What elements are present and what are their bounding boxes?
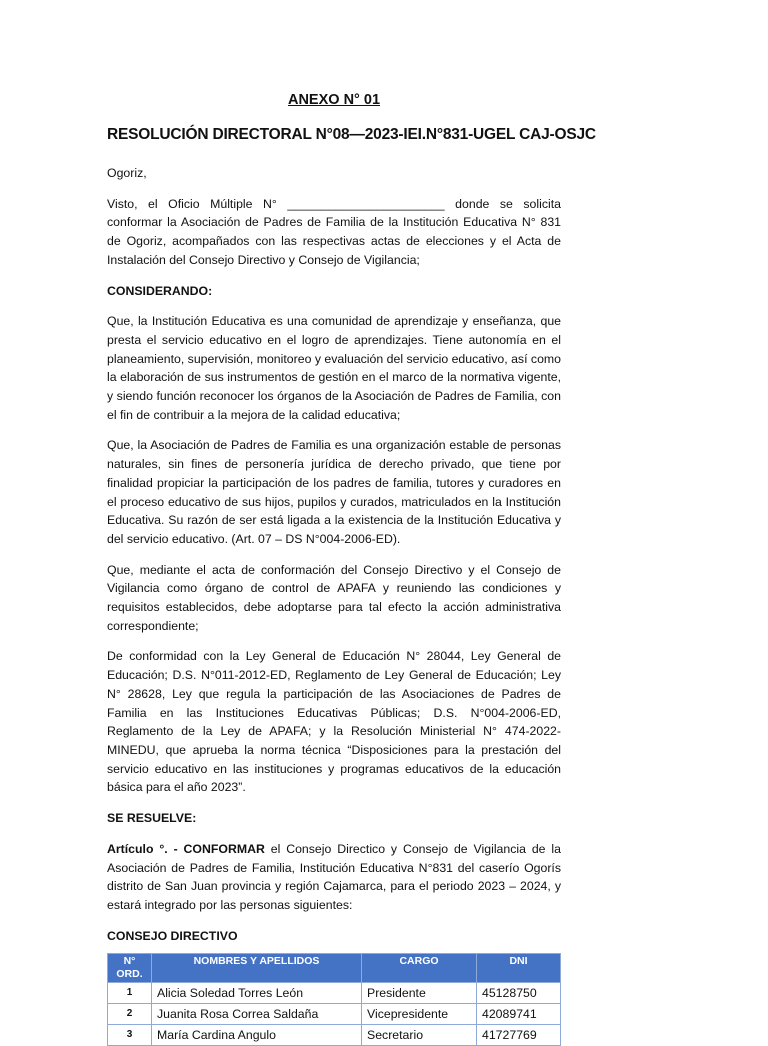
row-position: Presidente [362, 983, 477, 1004]
considerando-heading: CONSIDERANDO: [107, 283, 213, 298]
visto-paragraph [107, 195, 561, 270]
row-dni: 42089741 [477, 1004, 561, 1025]
row-dni: 41727769 [477, 1025, 561, 1046]
article-text: el Consejo Directico y Consejo de Vigilancia de la Asociación de Padres de Familia, Institución Educativa N°831 del caserío Ogorís distrito de San Juan provincia y región Cajamarca, para el periodo 2023 – 2024, y estará integrado por las personas siguientes: [107, 841, 561, 912]
row-order-number: 3 [108, 1025, 152, 1046]
considerando-paragraph-1: Que, la Institución Educativa es una comunidad de aprendizaje y enseñanza, que presta el servicio educativo en el logro de aprendizajes. Tiene autonomía en el planeamiento, supervisión, monitoreo y evaluación del servicio educativo, así como la elaboración de sus instrumentos de gestión en el marco de la normativa vigente, y siendo función reconocer los órganos de la Asociación de Padres de Familia, con el fin de contribuir a la mejora de la calidad educativa; [107, 314, 561, 422]
table-row [108, 1025, 561, 1046]
row-name: Alicia Soledad Torres León [152, 983, 362, 1004]
header-dni: DNI [477, 954, 561, 983]
table-header-row [108, 954, 561, 983]
row-position: Vicepresidente [362, 1004, 477, 1025]
header-names: NOMBRES Y APELLIDOS [152, 954, 362, 983]
row-name: Juanita Rosa Correa Saldaña [152, 1004, 362, 1025]
table-row [108, 983, 561, 1004]
visto-prefix: Visto, el Oficio Múltiple N° [107, 196, 277, 211]
resolution-title: RESOLUCIÓN DIRECTORAL N°08—2023-IEI.N°831-UGEL CAJ-OSJC [107, 126, 596, 143]
council-heading: CONSEJO DIRECTIVO [107, 928, 238, 943]
place-line: Ogoriz, [107, 166, 147, 180]
considerando-paragraph-4: De conformidad con la Ley General de Educación N° 28044, Ley General de Educación; D.S. N°011-2012-ED, Reglamento de Ley General de Educación; Ley N° 28628, Ley que regula la participación de las Asociaciones de Padres de Familia en las Instituciones Educativas Públicas; D.S. N°004-2006-ED, Reglamento de la Ley de APAFA; y la Resolución Ministerial N° 474-2022-MINEDU, que aprueba la norma técnica “Disposiciones para la prestación del servicio educativo en las instituciones y programas educativos de la educación básica para el año 2023”. [107, 649, 561, 795]
row-order-number: 1 [108, 983, 152, 1004]
row-name: María Cardina Angulo [152, 1025, 362, 1046]
annex-title: ANEXO N° 01 [287, 92, 381, 108]
row-dni: 45128750 [477, 983, 561, 1004]
table-row [108, 1004, 561, 1025]
visto-text: donde se solicita conformar la Asociación de Padres de Familia de la Institución Educativa N° 831 de Ogoriz, acompañados con las respectivas actas de elecciones y el Acta de Instalación del Consejo Directivo y Consejo de Vigilancia; [107, 196, 561, 267]
oficio-number-blank: _______________________ [287, 196, 445, 211]
document-page [107, 92, 596, 1046]
row-position: Secretario [362, 1025, 477, 1046]
header-position: CARGO [362, 954, 477, 983]
article-label: Artículo °. - CONFORMAR [107, 841, 265, 856]
considerando-paragraph-3: Que, mediante el acta de conformación del Consejo Directivo y el Consejo de Vigilancia como órgano de control de APAFA y reuniendo las condiciones y requisitos establecidos, debe adoptarse para tal efecto la acción administrativa correspondiente; [107, 562, 561, 633]
article-paragraph [107, 840, 561, 915]
council-table [107, 953, 561, 1046]
header-order-number: N° ORD. [108, 954, 152, 983]
considerando-paragraph-2: Que, la Asociación de Padres de Familia es una organización estable de personas naturales, sin fines de personería jurídica de derecho privado, que tiene por finalidad propiciar la participación de los padres de familia, tutores y curadores en el proceso educativo de sus hijos, pupilos y curados, matriculados en la Institución Educativa. Su razón de ser está ligada a la existencia de la Institución Educativa y del servicio educativo. (Art. 07 – DS N°004-2006-ED). [107, 438, 561, 546]
resuelve-heading: SE RESUELVE: [107, 811, 197, 826]
row-order-number: 2 [108, 1004, 152, 1025]
